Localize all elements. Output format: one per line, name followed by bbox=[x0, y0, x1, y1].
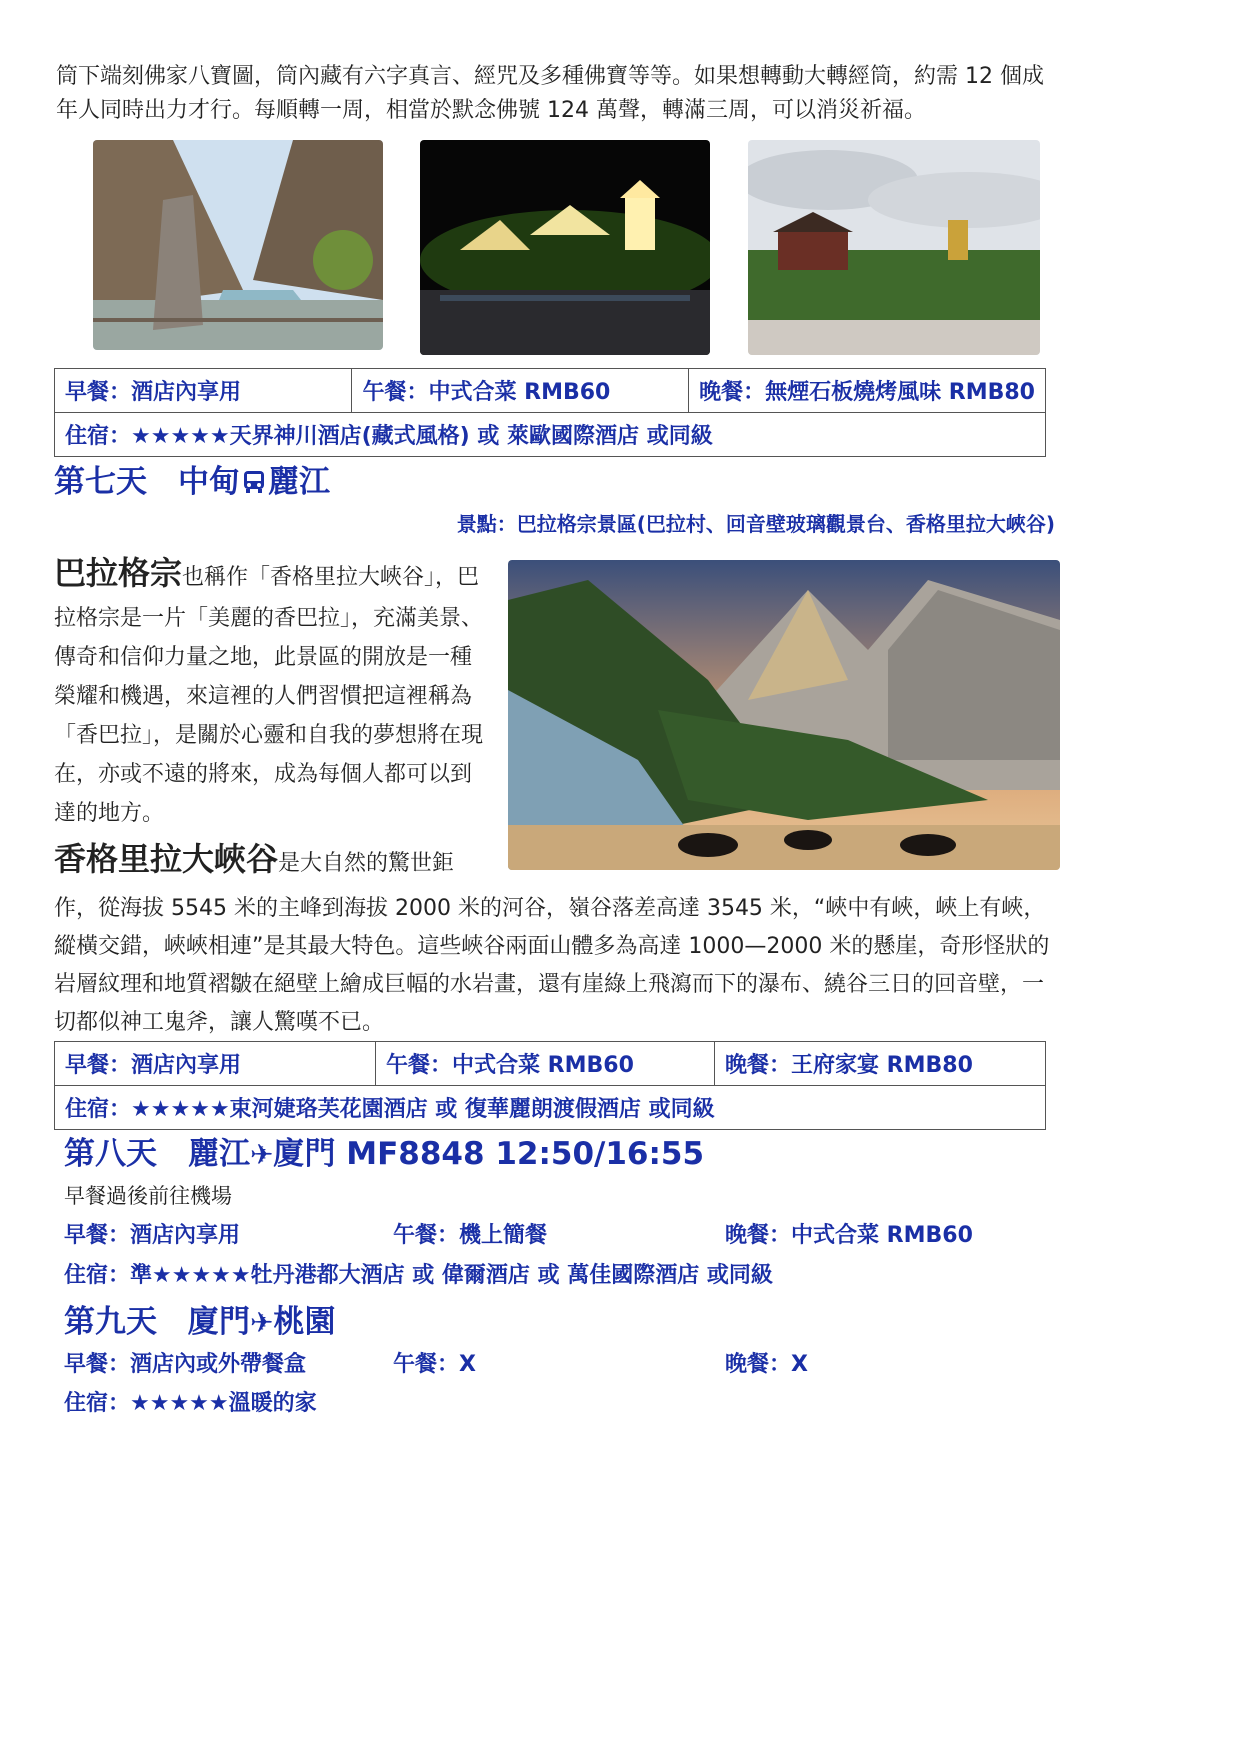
day7-p2-line-5: 切都似神工鬼斧，讓人驚嘆不已。 bbox=[54, 1010, 385, 1035]
day8-dinner: 晚餐：中式合菜 RMB60 bbox=[725, 1223, 973, 1248]
day6-meal-table bbox=[54, 368, 1046, 457]
canyon-stone-photo bbox=[93, 140, 383, 350]
day7-p2-line-4: 岩層紋理和地質褶皺在絕壁上繪成巨幅的水岩畫，還有崖綠上飛瀉而下的瀑布、繞谷三日的回音壁，一 bbox=[54, 972, 1045, 997]
baragezong-canyon-photo bbox=[508, 560, 1060, 870]
p1-line1-text: 也稱作「香格里拉大峽谷」，巴 bbox=[182, 565, 480, 590]
airplane-icon: ✈ bbox=[250, 1306, 274, 1339]
day7-p1-line-1 bbox=[54, 552, 479, 599]
day7-p1-line-4: 榮耀和機遇，來這裡的人們習慣把這裡稱為 bbox=[54, 684, 473, 709]
day7-p1-line-3: 傳奇和信仰力量之地，此景區的開放是一種 bbox=[54, 645, 473, 670]
day7-p1-line-5: 「香巴拉」，是關於心靈和自我的夢想將在現 bbox=[54, 723, 484, 748]
day8-breakfast: 早餐：酒店內享用 bbox=[64, 1223, 241, 1248]
day9-hotel: 住宿：★★★★★溫暖的家 bbox=[64, 1391, 317, 1416]
day7-title bbox=[54, 456, 330, 501]
lunch-cell: 午餐：中式合菜 RMB60 bbox=[376, 1042, 715, 1086]
p2-heading: 香格里拉大峽谷 bbox=[54, 840, 279, 878]
p2-line1-text: 是大自然的驚世鉅 bbox=[278, 851, 455, 876]
day8-lunch: 午餐：機上簡餐 bbox=[393, 1223, 548, 1248]
day7-p2-line-1 bbox=[54, 838, 454, 885]
intro-line-1: 筒下端刻佛家八寶圖，筒內藏有六字真言、經咒及多種佛寶等等。如果想轉動大轉經筒，約需 12 個成 bbox=[56, 64, 1044, 89]
dinner-cell: 晚餐：王府家宴 RMB80 bbox=[715, 1042, 1046, 1086]
day9-lunch: 午餐：X bbox=[393, 1352, 476, 1377]
hotel-cell: 住宿：★★★★★天界神川酒店(藏式風格) 或 萊歐國際酒店 或同級 bbox=[55, 413, 1046, 457]
day8-title-from: 第八天 麗江 bbox=[64, 1136, 250, 1172]
day7-title-from: 第七天 中甸 bbox=[54, 464, 240, 500]
day9-title-from: 第九天 廈門 bbox=[64, 1304, 250, 1340]
intro-line-2: 年人同時出力才行。每順轉一周，相當於默念佛號 124 萬聲，轉滿三周，可以消災祈福。 bbox=[56, 98, 926, 123]
lunch-cell: 午餐：中式合菜 RMB60 bbox=[352, 369, 689, 413]
day8-note: 早餐過後前往機場 bbox=[64, 1184, 232, 1208]
day8-title-to: 廈門 MF8848 12:50/16:55 bbox=[273, 1136, 705, 1172]
day7-title-to: 麗江 bbox=[268, 464, 330, 500]
breakfast-cell: 早餐：酒店內享用 bbox=[55, 1042, 376, 1086]
day8-title bbox=[64, 1128, 704, 1173]
day7-p1-line-2: 拉格宗是一片「美麗的香巴拉」，充滿美景、 bbox=[54, 606, 484, 631]
day7-p2-line-2: 作，從海拔 5545 米的主峰到海拔 2000 米的河谷，嶺谷落差高達 3545 米，“峽中有峽，峽上有峽， bbox=[54, 896, 1046, 921]
day7-p1-line-6: 在，亦或不遠的將來，成為每個人都可以到 bbox=[54, 762, 473, 787]
day7-sights: 景點：巴拉格宗景區(巴拉村、回音壁玻璃觀景台、香格里拉大峽谷) bbox=[456, 512, 1055, 536]
p1-heading: 巴拉格宗 bbox=[54, 554, 183, 592]
day7-p1-line-7: 達的地方。 bbox=[54, 801, 165, 826]
bus-icon bbox=[243, 470, 265, 494]
airplane-icon: ✈ bbox=[250, 1138, 274, 1171]
dinner-cell: 晚餐：無煙石板燒烤風味 RMB80 bbox=[689, 369, 1046, 413]
day7-meal-table bbox=[54, 1041, 1046, 1130]
day9-dinner: 晚餐：X bbox=[725, 1352, 808, 1377]
temple-night-photo bbox=[420, 140, 710, 355]
temple-day-photo bbox=[748, 140, 1040, 355]
day7-p2-line-3: 縱橫交錯，峽峽相連”是其最大特色。這些峽谷兩面山體多為高達 1000—2000 米的懸崖，奇形怪狀的 bbox=[54, 934, 1050, 959]
hotel-cell: 住宿：★★★★★束河婕珞芙花園酒店 或 復華麗朗渡假酒店 或同級 bbox=[55, 1086, 1046, 1130]
breakfast-cell: 早餐：酒店內享用 bbox=[55, 369, 352, 413]
day8-hotel: 住宿：準★★★★★牡丹港都大酒店 或 偉爾酒店 或 萬佳國際酒店 或同級 bbox=[64, 1263, 773, 1288]
day9-title-to: 桃園 bbox=[273, 1304, 336, 1340]
day9-breakfast: 早餐：酒店內或外帶餐盒 bbox=[64, 1352, 307, 1377]
day9-title bbox=[64, 1296, 335, 1341]
